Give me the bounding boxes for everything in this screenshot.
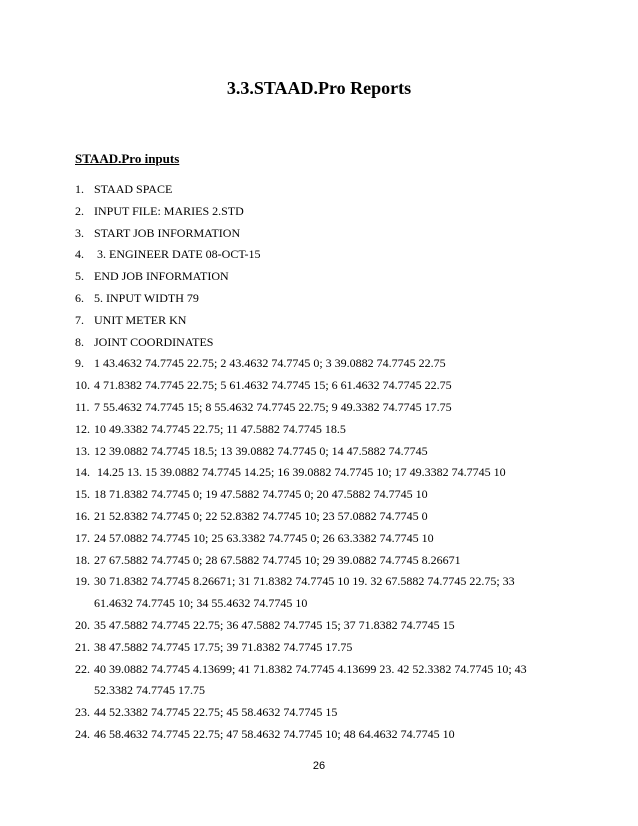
list-item xyxy=(75,266,575,288)
list-item-number: 5. xyxy=(75,269,84,284)
list-item-line: 46 58.4632 74.7745 22.75; 47 58.4632 74.7745 10; 48 64.4632 74.7745 10 xyxy=(94,726,455,741)
list-item-text xyxy=(94,179,172,201)
section-heading: STAAD.Pro inputs xyxy=(75,151,180,166)
list-item-line: 35 47.5882 74.7745 22.75; 36 47.5882 74.7745 15; 37 71.8382 74.7745 15 xyxy=(94,617,455,632)
list-item-text xyxy=(94,244,261,266)
list-item-line: 44 52.3382 74.7745 22.75; 45 58.4632 74.7745 15 xyxy=(94,705,338,720)
list-item xyxy=(75,571,575,615)
list-item-text xyxy=(94,332,213,354)
list-item xyxy=(75,332,575,354)
list-item-number: 4. xyxy=(75,247,84,262)
list-item xyxy=(75,375,575,397)
list-item-number: 8. xyxy=(75,334,84,349)
list-item-text xyxy=(94,310,186,332)
list-item-number: 15. xyxy=(75,487,90,502)
list-item-line: 21 52.8382 74.7745 0; 22 52.8382 74.7745 10; 23 57.0882 74.7745 0 xyxy=(94,508,428,523)
list-item-line: 52.3382 74.7745 17.75 xyxy=(94,683,205,698)
list-item-number: 3. xyxy=(75,225,84,240)
list-item-line: 14.25 13. 15 39.0882 74.7745 14.25; 16 39.0882 74.7745 10; 17 49.3382 74.7745 10 xyxy=(94,465,506,480)
list-item-line: STAAD SPACE xyxy=(94,182,173,196)
list-item-number: 11. xyxy=(75,399,90,414)
list-item-text xyxy=(94,201,244,223)
list-item-line: 24 57.0882 74.7745 10; 25 63.3382 74.7745 0; 26 63.3382 74.7745 10 xyxy=(94,530,434,545)
list-item-text xyxy=(94,506,428,528)
list-item xyxy=(75,724,575,746)
list-item xyxy=(75,550,575,572)
list-item-line: 40 39.0882 74.7745 4.13699; 41 71.8382 74.7745 4.13699 23. 42 52.3382 74.7745 10; 43 xyxy=(94,661,527,676)
list-item-text xyxy=(94,702,337,724)
list-item-line: INPUT FILE: MARIES 2.STD xyxy=(94,203,244,218)
list-item-text xyxy=(94,441,428,463)
list-item-number: 22. xyxy=(75,661,90,676)
list-item-line: 10 49.3382 74.7745 22.75; 11 47.5882 74.7745 18.5 xyxy=(94,421,346,436)
list-item-text xyxy=(94,724,455,746)
list-item-number: 2. xyxy=(75,203,84,218)
list-item-number: 1. xyxy=(75,182,84,196)
list-item-number: 23. xyxy=(75,705,90,720)
list-item-line: 61.4632 74.7745 10; 34 55.4632 74.7745 10 xyxy=(94,596,308,611)
list-item xyxy=(75,659,575,703)
list-item-number: 21. xyxy=(75,639,90,654)
list-item xyxy=(75,528,575,550)
list-item-text xyxy=(94,550,461,572)
list-item-text xyxy=(94,571,515,615)
list-item-line: JOINT COORDINATES xyxy=(94,334,214,349)
list-item-text xyxy=(94,353,446,375)
list-item-line: START JOB INFORMATION xyxy=(94,225,241,240)
list-item-line: 4 71.8382 74.7745 22.75; 5 61.4632 74.7745 15; 6 61.4632 74.7745 22.75 xyxy=(94,378,452,393)
list-item-text xyxy=(94,288,199,310)
list-item-line: 1 43.4632 74.7745 22.75; 2 43.4632 74.7745 0; 3 39.0882 74.7745 22.75 xyxy=(94,356,446,371)
list-item xyxy=(75,288,575,310)
list-item xyxy=(75,615,575,637)
page-title: 3.3.STAAD.Pro Reports xyxy=(226,78,412,98)
list-item xyxy=(75,506,575,528)
list-item-number: 12. xyxy=(75,421,90,436)
list-item-text xyxy=(94,223,240,245)
list-item-text xyxy=(94,637,352,659)
list-item-line: 5. INPUT WIDTH 79 xyxy=(94,290,199,305)
list-item-line: UNIT METER KN xyxy=(94,312,187,327)
list-item xyxy=(75,702,575,724)
list-item-text xyxy=(94,397,452,419)
list-item-line: END JOB INFORMATION xyxy=(94,269,229,284)
list-item xyxy=(75,462,575,484)
list-item-number: 18. xyxy=(75,552,90,567)
list-item xyxy=(75,244,575,266)
list-item xyxy=(75,179,575,201)
list-item-line: 3. ENGINEER DATE 08-OCT-15 xyxy=(94,247,261,262)
list-item-line: 27 67.5882 74.7745 0; 28 67.5882 74.7745 10; 29 39.0882 74.7745 8.26671 xyxy=(94,552,461,567)
list-item-text xyxy=(94,419,346,441)
list-item-text xyxy=(94,659,527,703)
page-number: 26 xyxy=(312,760,326,772)
list-item-line: 18 71.8382 74.7745 0; 19 47.5882 74.7745 0; 20 47.5882 74.7745 10 xyxy=(94,487,428,502)
list-item-number: 7. xyxy=(75,312,84,327)
list-item-number: 17. xyxy=(75,530,90,545)
list-item-line: 12 39.0882 74.7745 18.5; 13 39.0882 74.7745 0; 14 47.5882 74.7745 xyxy=(94,443,428,458)
staad-input-list xyxy=(75,179,575,746)
list-item-text xyxy=(94,484,428,506)
list-item-number: 14. xyxy=(75,465,90,480)
list-item-number: 9. xyxy=(75,356,84,371)
list-item xyxy=(75,441,575,463)
list-item-line: 7 55.4632 74.7745 15; 8 55.4632 74.7745 22.75; 9 49.3382 74.7745 17.75 xyxy=(94,399,452,414)
list-item xyxy=(75,201,575,223)
list-item xyxy=(75,223,575,245)
list-item xyxy=(75,353,575,375)
list-item xyxy=(75,310,575,332)
list-item-number: 20. xyxy=(75,617,90,632)
list-item-number: 10. xyxy=(75,378,90,393)
list-item-number: 16. xyxy=(75,508,90,523)
list-item-text xyxy=(94,462,506,484)
list-item xyxy=(75,397,575,419)
list-item-number: 24. xyxy=(75,726,90,741)
list-item xyxy=(75,484,575,506)
list-item-line: 38 47.5882 74.7745 17.75; 39 71.8382 74.7745 17.75 xyxy=(94,639,353,654)
list-item xyxy=(75,419,575,441)
list-item-text xyxy=(94,615,455,637)
list-item-number: 6. xyxy=(75,290,84,305)
list-item-text xyxy=(94,528,434,550)
list-item-line: 30 71.8382 74.7745 8.26671; 31 71.8382 74.7745 10 19. 32 67.5882 74.7745 22.75; 33 xyxy=(94,574,515,589)
list-item-text xyxy=(94,375,452,397)
list-item-text xyxy=(94,266,229,288)
list-item xyxy=(75,637,575,659)
list-item-number: 13. xyxy=(75,443,90,458)
list-item-number: 19. xyxy=(75,574,90,589)
